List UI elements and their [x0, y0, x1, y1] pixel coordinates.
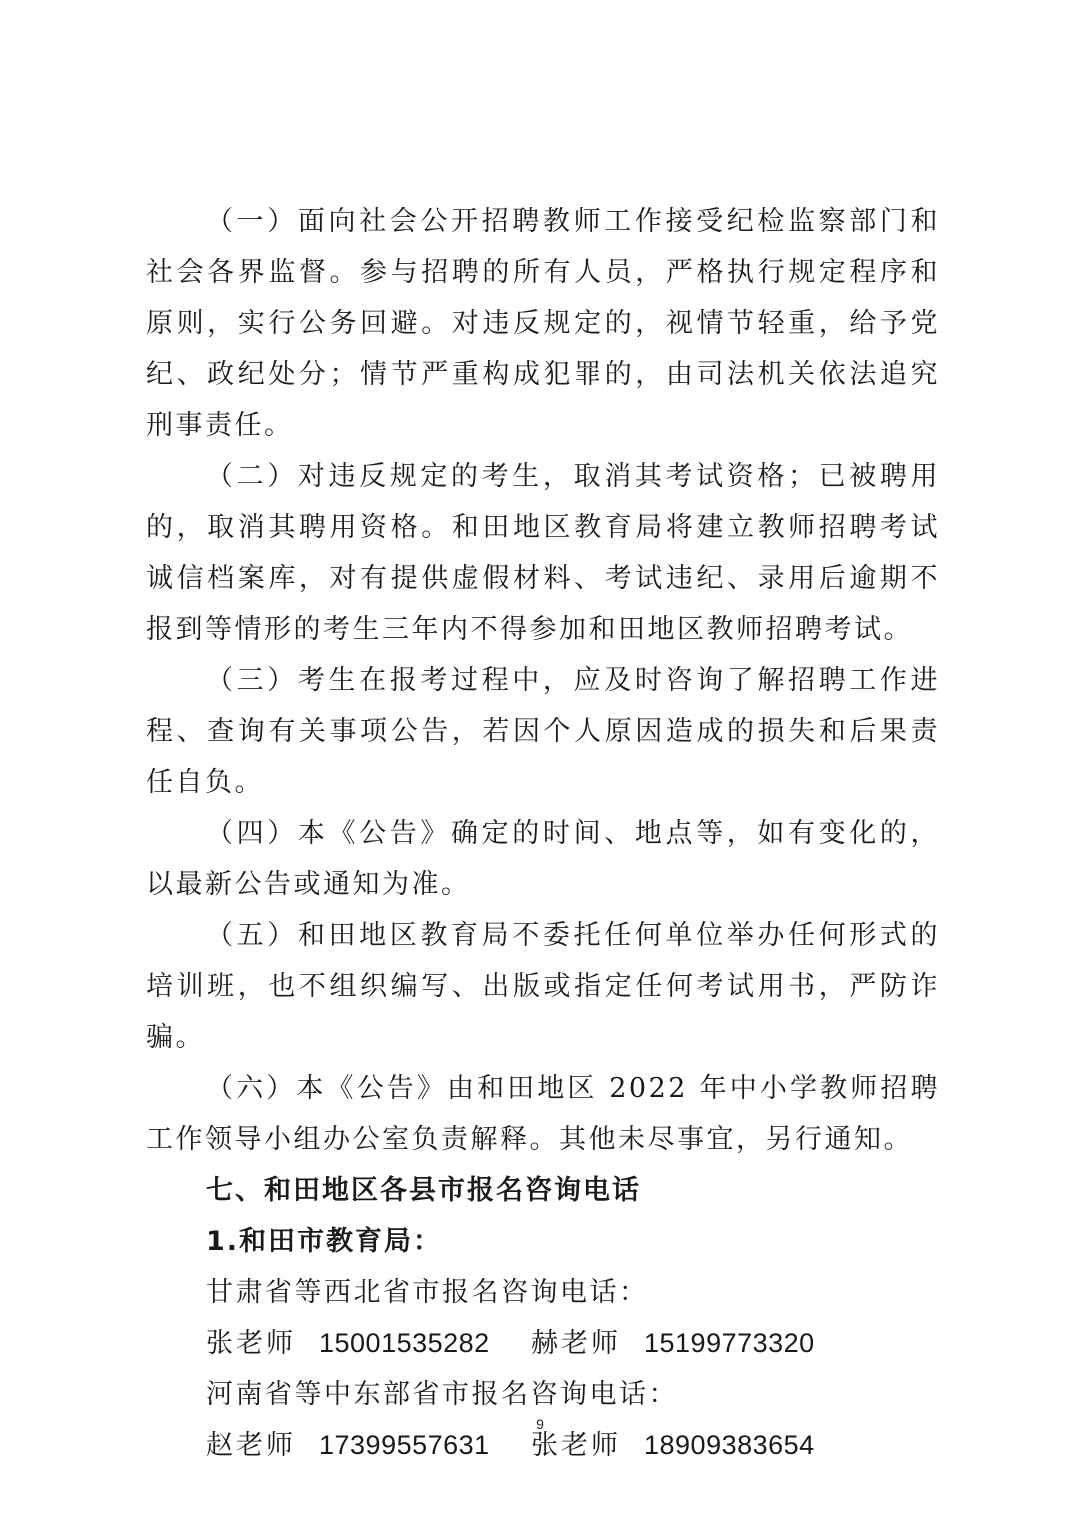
paragraph-5: （五）和田地区教育局不委托任何单位举办任何形式的培训班，也不组织编写、出版或指定任何考试用书，严防诈骗。 — [146, 920, 940, 1053]
contact-phone: 15001535282 — [319, 1328, 490, 1358]
paragraph-4: （四）本《公告》确定的时间、地点等，如有变化的，以最新公告或通知为准。 — [146, 818, 940, 900]
group1-label: 甘肃省等西北省市报名咨询电话： — [206, 1277, 649, 1308]
contact-name: 张老师 — [531, 1430, 621, 1461]
contact-item — [531, 1318, 815, 1369]
contact-item — [206, 1318, 531, 1369]
paragraph-6: （六）本《公告》由和田地区 2022 年中小学教师招聘工作领导小组办公室负责解释。其他未尽事宜，另行通知。 — [146, 1073, 940, 1155]
section-heading: 七、和田地区各县市报名咨询电话 — [206, 1175, 641, 1206]
contact-phone: 15199773320 — [644, 1328, 815, 1358]
page-number: 9 — [536, 1416, 544, 1432]
contact-name: 赫老师 — [531, 1328, 621, 1359]
group1-contact-row — [146, 1318, 940, 1369]
contact-name: 张老师 — [206, 1328, 296, 1359]
paragraph-1: （一）面向社会公开招聘教师工作接受纪检监察部门和社会各界监督。参与招聘的所有人员，严格执行规定程序和原则，实行公务回避。对违反规定的，视情节轻重，给予党纪、政纪处分；情节严重构成犯罪的，由司法机关依法追究刑事责任。 — [146, 206, 940, 441]
paragraph-3: （三）考生在报考过程中，应及时咨询了解招聘工作进程、查询有关事项公告，若因个人原因造成的损失和后果责任自负。 — [146, 665, 940, 798]
document-body — [146, 196, 940, 1471]
contact-phone: 17399557631 — [319, 1430, 490, 1460]
paragraph-2: （二）对违反规定的考生，取消其考试资格；已被聘用的，取消其聘用资格。和田地区教育局将建立教师招聘考试诚信档案库，对有提供虚假材料、考试违纪、录用后逾期不报到等情形的考生三年内不得参加和田地区教师招聘考试。 — [146, 461, 940, 645]
sub-heading: 1.和田市教育局： — [206, 1226, 443, 1257]
contact-name: 赵老师 — [206, 1430, 296, 1461]
group2-label: 河南省等中东部省市报名咨询电话： — [206, 1379, 678, 1410]
contact-phone: 18909383654 — [644, 1430, 815, 1460]
